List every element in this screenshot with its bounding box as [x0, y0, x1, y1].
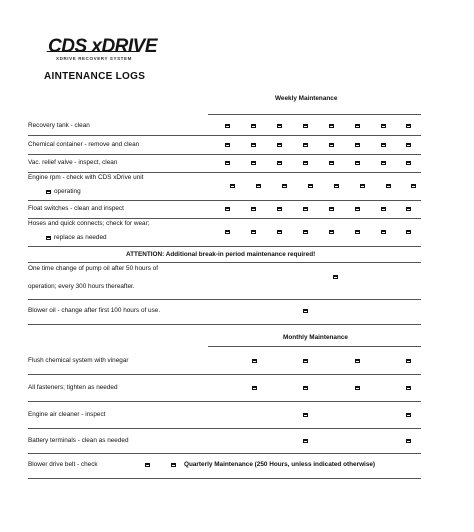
row-divider: [28, 135, 421, 136]
checkbox[interactable]: [355, 124, 360, 128]
page-title: AINTENANCE LOGS: [44, 71, 146, 82]
row-divider: [28, 172, 421, 173]
row-divider: [28, 324, 421, 325]
task-text: Float switches - clean and inspect: [28, 205, 124, 212]
monthly-maintenance-header: Monthly Maintenance: [283, 334, 348, 341]
logo-swoosh: [45, 51, 139, 55]
checkbox[interactable]: [277, 124, 282, 128]
checkbox[interactable]: [406, 207, 411, 211]
brand-logo: CDS xDRIVE: [48, 36, 158, 57]
checkbox[interactable]: [277, 207, 282, 211]
checkbox[interactable]: [225, 230, 230, 234]
checkbox[interactable]: [225, 161, 230, 165]
row-divider: [28, 428, 421, 429]
checkbox[interactable]: [406, 439, 411, 443]
checkbox[interactable]: [252, 359, 257, 363]
checkbox[interactable]: [355, 143, 360, 147]
row-divider: [28, 374, 421, 375]
checkbox[interactable]: [411, 184, 416, 188]
checkbox[interactable]: [329, 207, 334, 211]
task-text: Engine air cleaner - inspect: [28, 410, 106, 418]
checkbox[interactable]: [282, 184, 287, 188]
task-text: Blower oil - change after first 100 hours of use.: [28, 307, 161, 314]
checkbox[interactable]: [303, 207, 308, 211]
checkbox[interactable]: [303, 124, 308, 128]
row-divider: [28, 453, 421, 454]
checkbox[interactable]: [308, 184, 313, 188]
checkbox[interactable]: [303, 161, 308, 165]
checkbox[interactable]: [145, 463, 150, 467]
task-text: Hoses and quick connects; check for wear;: [28, 220, 150, 227]
task-text: Engine rpm - check with CDS xDrive unit: [28, 174, 144, 181]
task-text: Blower drive belt - check: [28, 461, 98, 468]
checkbox[interactable]: [406, 143, 411, 147]
checkbox[interactable]: [381, 230, 386, 234]
quarterly-maintenance-header: Quarterly Maintenance (250 Hours, unless indicated otherwise): [184, 461, 376, 468]
task-text: replace as needed: [54, 234, 107, 241]
checkbox[interactable]: [225, 143, 230, 147]
brand-tagline: XDRIVE RECOVERY SYSTEM: [56, 56, 132, 61]
task-text: Battery terminals - clean as needed: [28, 436, 129, 444]
checkbox[interactable]: [303, 359, 308, 363]
row-divider: [208, 114, 421, 115]
checkbox[interactable]: [46, 190, 51, 194]
checkbox[interactable]: [303, 230, 308, 234]
attention-notice: ATTENTION: Additional break-in period maintenance required!: [126, 251, 316, 258]
checkbox[interactable]: [355, 359, 360, 363]
task-text: Chemical container - remove and clean: [28, 140, 140, 148]
checkbox[interactable]: [277, 161, 282, 165]
row-divider: [28, 262, 421, 263]
checkbox[interactable]: [406, 230, 411, 234]
checkbox[interactable]: [333, 275, 338, 279]
task-text: operating: [54, 188, 81, 195]
checkbox[interactable]: [381, 207, 386, 211]
checkbox[interactable]: [251, 230, 256, 234]
checkbox[interactable]: [277, 143, 282, 147]
checkbox[interactable]: [230, 184, 235, 188]
checkbox[interactable]: [355, 386, 360, 390]
checkbox[interactable]: [303, 413, 308, 417]
checkbox[interactable]: [381, 124, 386, 128]
checkbox[interactable]: [406, 413, 411, 417]
checkbox[interactable]: [406, 161, 411, 165]
checkbox[interactable]: [406, 359, 411, 363]
checkbox[interactable]: [303, 386, 308, 390]
checkbox[interactable]: [277, 230, 282, 234]
task-text: Flush chemical system with vinegar: [28, 356, 129, 364]
checkbox[interactable]: [251, 161, 256, 165]
checkbox[interactable]: [406, 124, 411, 128]
checkbox[interactable]: [252, 386, 257, 390]
row-divider: [28, 401, 421, 402]
checkbox[interactable]: [355, 230, 360, 234]
checkbox[interactable]: [251, 124, 256, 128]
weekly-maintenance-header: Weekly Maintenance: [275, 95, 338, 102]
checkbox[interactable]: [303, 439, 308, 443]
checkbox[interactable]: [303, 309, 308, 313]
checkbox[interactable]: [386, 184, 391, 188]
checkbox[interactable]: [360, 184, 365, 188]
checkbox[interactable]: [329, 143, 334, 147]
checkbox[interactable]: [251, 143, 256, 147]
checkbox[interactable]: [303, 143, 308, 147]
checkbox[interactable]: [329, 230, 334, 234]
checkbox[interactable]: [334, 184, 339, 188]
row-divider: [28, 200, 421, 201]
checkbox[interactable]: [251, 207, 256, 211]
checkbox[interactable]: [329, 161, 334, 165]
row-divider: [28, 478, 421, 479]
row-divider: [28, 299, 421, 300]
checkbox[interactable]: [225, 124, 230, 128]
task-text: All fasteners; tighten as needed: [28, 383, 118, 391]
checkbox[interactable]: [225, 207, 230, 211]
checkbox[interactable]: [46, 236, 51, 240]
checkbox[interactable]: [355, 207, 360, 211]
row-divider: [28, 154, 421, 155]
checkbox[interactable]: [381, 161, 386, 165]
task-text: Vac. relief valve - inspect, clean: [28, 159, 118, 166]
checkbox[interactable]: [329, 124, 334, 128]
task-text: One time change of pump oil after 50 hours of: [28, 265, 159, 272]
checkbox[interactable]: [171, 463, 176, 467]
checkbox[interactable]: [381, 143, 386, 147]
checkbox[interactable]: [406, 386, 411, 390]
row-divider: [208, 346, 421, 347]
checkbox[interactable]: [256, 184, 261, 188]
checkbox[interactable]: [355, 161, 360, 165]
task-text: operation; every 300 hours thereafter.: [28, 283, 135, 290]
task-text: Recovery tank - clean: [28, 122, 90, 129]
row-divider: [28, 218, 421, 219]
row-divider: [28, 246, 421, 247]
